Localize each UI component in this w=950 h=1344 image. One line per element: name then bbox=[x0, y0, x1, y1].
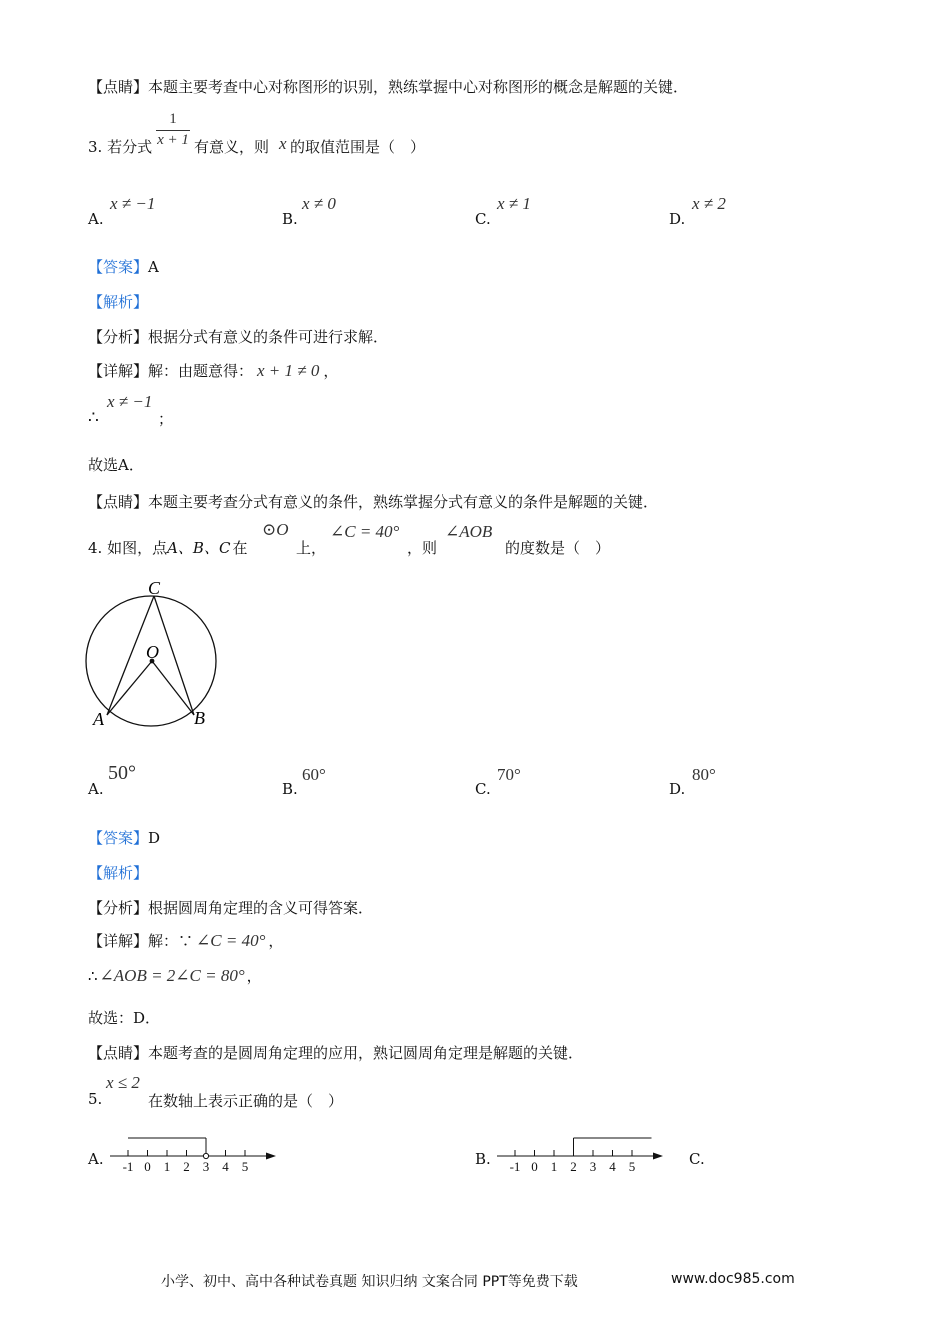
q4-therefore-symbol: ∴ bbox=[88, 967, 98, 985]
q3-var: x bbox=[279, 134, 287, 153]
q4-suffix: 的度数是（ ） bbox=[505, 539, 611, 557]
axis-arrow bbox=[653, 1153, 663, 1160]
q4-option-d-letter: D. bbox=[669, 780, 686, 798]
tick-label: 1 bbox=[550, 1159, 558, 1174]
q5-prefix: 5. bbox=[88, 1090, 103, 1108]
q4-therefore-end: ， bbox=[246, 967, 262, 985]
q4-angle-c: ∠C = 40° bbox=[330, 522, 400, 541]
tick-label: 4 bbox=[222, 1159, 229, 1174]
q4-zai: 在 bbox=[232, 539, 248, 557]
q4-option-c-letter: C. bbox=[475, 780, 491, 798]
q3-option-b-letter: B. bbox=[282, 210, 298, 228]
q3-fraction bbox=[156, 111, 190, 149]
q5-option-b-letter: B. bbox=[475, 1150, 491, 1168]
q4-detail-end: ， bbox=[268, 932, 284, 950]
q4-choice: 故选：D． bbox=[88, 1009, 161, 1027]
q4-angle-aob: ∠AOB bbox=[445, 522, 493, 541]
tick-label: 4 bbox=[609, 1159, 616, 1174]
q4-option-a-letter: A. bbox=[88, 780, 104, 798]
q4-points: A、B、C bbox=[167, 539, 231, 557]
q3-answer-value: A bbox=[148, 258, 159, 276]
tick-label: 0 bbox=[531, 1159, 538, 1174]
segment-cb bbox=[154, 596, 194, 715]
q4-answer bbox=[88, 827, 160, 848]
q4-ze: ，则 bbox=[407, 539, 438, 557]
q4-circle-symbol: ⊙O bbox=[262, 520, 289, 539]
tick-label: 2 bbox=[570, 1159, 577, 1174]
q3-detail-prefix: 【详解】解：由题意得： bbox=[88, 362, 254, 380]
segment-oa bbox=[107, 661, 152, 715]
q4-comment: 【点睛】本题考查的是圆周角定理的应用，熟记圆周角定理是解题的关键． bbox=[88, 1044, 584, 1062]
q5-suffix: 在数轴上表示正确的是（ ） bbox=[148, 1092, 344, 1110]
footer-text: 小学、初中、高中各种试卷真题 知识归纳 文案合同 PPT等免费下载 bbox=[161, 1274, 578, 1290]
q3-detail-math: x + 1 ≠ 0 bbox=[257, 361, 320, 380]
q3-analysis: 【分析】根据分式有意义的条件可进行求解． bbox=[88, 328, 389, 346]
tick-label: 3 bbox=[202, 1159, 210, 1174]
q3-therefore-symbol: ∴ bbox=[88, 408, 99, 428]
segment-ob bbox=[152, 661, 194, 715]
q4-therefore bbox=[88, 965, 262, 986]
q3-comment: 【点睛】本题主要考查分式有意义的条件，熟练掌握分式有意义的条件是解题的关键． bbox=[88, 493, 659, 511]
label-a: A bbox=[93, 709, 104, 729]
q4-option-c-math: 70° bbox=[497, 765, 521, 784]
label-c: C bbox=[148, 578, 161, 598]
q3-option-d-letter: D. bbox=[669, 210, 686, 228]
open-endpoint bbox=[203, 1153, 208, 1158]
q3-prefix: 3. 若分式 bbox=[88, 138, 153, 156]
q3-fraction-numerator: 1 bbox=[156, 111, 190, 131]
q4-detail-math: ∠C = 40° bbox=[196, 931, 266, 950]
tick-label: 3 bbox=[589, 1159, 597, 1174]
tick-label: 1 bbox=[163, 1159, 171, 1174]
tick-label: 5 bbox=[628, 1159, 636, 1174]
label-b: B bbox=[194, 708, 205, 728]
q3-therefore-end: ； bbox=[158, 410, 174, 428]
q4-option-b-math: 60° bbox=[302, 765, 326, 784]
q4-circle-figure bbox=[80, 572, 230, 734]
q4-answer-label: 【答案】 bbox=[88, 829, 149, 847]
q5-math: x ≤ 2 bbox=[106, 1073, 140, 1092]
q4-detail bbox=[88, 930, 283, 951]
q3-option-c-letter: C. bbox=[475, 210, 491, 228]
q4-shang: 上， bbox=[296, 539, 327, 557]
q3-option-c-math: x ≠ 1 bbox=[497, 194, 531, 213]
q4-option-b-letter: B. bbox=[282, 780, 298, 798]
q3-jiexi: 【解析】 bbox=[88, 293, 149, 311]
q4-detail-prefix: 【详解】解：∵ bbox=[88, 932, 194, 950]
tick-label: 0 bbox=[144, 1159, 151, 1174]
q4-therefore-math: ∠AOB = 2∠C = 80° bbox=[99, 966, 245, 985]
q3-therefore-math: x ≠ −1 bbox=[107, 392, 153, 411]
q3-choice: 故选A． bbox=[88, 456, 144, 474]
q5-option-a-letter: A. bbox=[88, 1150, 104, 1168]
q5-option-b-number-line bbox=[495, 1130, 670, 1174]
q3-option-d-math: x ≠ 2 bbox=[692, 194, 726, 213]
q2-comment: 【点睛】本题主要考查中心对称图形的识别，熟练掌握中心对称图形的概念是解题的关键． bbox=[88, 78, 689, 96]
q4-option-a-math: 50° bbox=[108, 762, 136, 784]
q3-suffix: 的取值范围是（ ） bbox=[290, 138, 426, 156]
q3-detail bbox=[88, 360, 338, 381]
q3-answer bbox=[88, 256, 159, 277]
tick-label: 5 bbox=[241, 1159, 249, 1174]
tick-label: -1 bbox=[122, 1159, 134, 1174]
tick-label: 2 bbox=[183, 1159, 190, 1174]
axis-arrow bbox=[266, 1153, 276, 1160]
q5-option-c-letter: C. bbox=[689, 1150, 705, 1168]
q3-middle: 有意义，则 bbox=[194, 138, 270, 156]
q4-analysis: 【分析】根据圆周角定理的含义可得答案． bbox=[88, 899, 374, 917]
q3-detail-end: ， bbox=[323, 362, 339, 380]
tick-label: -1 bbox=[509, 1159, 521, 1174]
q5-option-a-number-line bbox=[108, 1130, 283, 1174]
q4-answer-value: D bbox=[148, 829, 161, 847]
q3-option-b-math: x ≠ 0 bbox=[302, 194, 336, 213]
q3-option-a-letter: A. bbox=[88, 210, 104, 228]
footer-url[interactable]: www.doc985.com bbox=[671, 1271, 795, 1287]
q3-option-a-math: x ≠ −1 bbox=[110, 194, 156, 213]
label-o: O bbox=[146, 642, 159, 662]
q4-option-d-math: 80° bbox=[692, 765, 716, 784]
q3-fraction-denominator: x + 1 bbox=[157, 132, 189, 148]
q4-prefix: 4. 如图，点 bbox=[88, 539, 168, 557]
q4-jiexi: 【解析】 bbox=[88, 864, 149, 882]
q3-answer-label: 【答案】 bbox=[88, 258, 149, 276]
q4-stem bbox=[88, 537, 247, 558]
